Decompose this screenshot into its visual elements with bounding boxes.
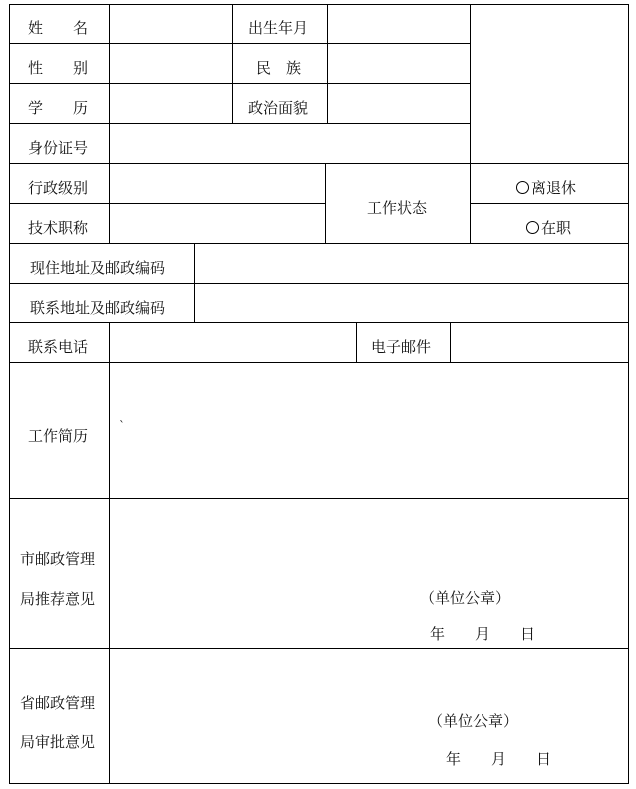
birth-label: 出生年月 xyxy=(248,19,309,37)
birth-date-field[interactable] xyxy=(328,5,470,43)
employed-option[interactable] xyxy=(526,219,571,237)
city-opinion-field[interactable] xyxy=(110,499,628,648)
admin-level-field[interactable] xyxy=(110,164,325,203)
col-divider xyxy=(325,163,326,244)
province-date-text: 年 月 日 xyxy=(446,750,552,768)
city-date-text: 年 月 日 xyxy=(430,625,536,643)
phone-label: 联系电话 xyxy=(28,338,89,356)
email-label: 电子邮件 xyxy=(371,338,432,356)
email-field[interactable] xyxy=(451,323,628,362)
current-address-field[interactable] xyxy=(195,244,628,283)
radio-circle-icon[interactable] xyxy=(526,221,539,234)
table-border-bottom xyxy=(9,783,628,784)
city-opinion-label-line2: 局推荐意见 xyxy=(20,590,96,608)
tech-title-label: 技术职称 xyxy=(28,219,89,237)
retired-option-label: 离退休 xyxy=(531,179,577,197)
province-opinion-label-line1: 省邮政管理 xyxy=(20,694,96,712)
id-number-label: 身份证号 xyxy=(28,139,89,157)
education-label: 学 历 xyxy=(28,99,89,117)
col-divider xyxy=(232,4,233,124)
province-opinion-label-line2: 局审批意见 xyxy=(20,733,96,751)
contact-address-field[interactable] xyxy=(195,284,628,322)
table-border-left xyxy=(9,4,10,784)
name-label: 姓 名 xyxy=(28,19,89,37)
ethnicity-field[interactable] xyxy=(328,44,470,83)
id-number-field[interactable] xyxy=(110,124,470,163)
ethnicity-label: 民 族 xyxy=(256,59,302,77)
education-field[interactable] xyxy=(110,84,232,123)
phone-field[interactable] xyxy=(110,323,356,362)
resume-mark: ` xyxy=(119,419,125,433)
contact-address-label: 联系地址及邮政编码 xyxy=(30,299,166,317)
resume-field[interactable] xyxy=(110,363,628,498)
radio-circle-icon[interactable] xyxy=(516,181,529,194)
work-status-label: 工作状态 xyxy=(367,199,428,217)
city-opinion-label-line1: 市邮政管理 xyxy=(20,550,96,568)
retired-option[interactable] xyxy=(516,179,576,197)
tech-title-field[interactable] xyxy=(110,204,325,243)
current-address-label: 现住地址及邮政编码 xyxy=(30,259,166,277)
row-divider xyxy=(470,203,628,204)
table-border-right xyxy=(628,4,629,784)
resume-label: 工作简历 xyxy=(28,427,89,445)
employed-option-label: 在职 xyxy=(541,219,572,237)
name-field[interactable] xyxy=(110,5,232,43)
photo-box[interactable] xyxy=(471,5,628,163)
province-seal-text: （单位公章） xyxy=(428,712,519,730)
political-status-field[interactable] xyxy=(328,84,470,123)
col-divider xyxy=(356,322,357,363)
political-status-label: 政治面貌 xyxy=(248,99,309,117)
gender-field[interactable] xyxy=(110,44,232,83)
admin-level-label: 行政级别 xyxy=(28,179,89,197)
province-opinion-field[interactable] xyxy=(110,649,628,783)
gender-label: 性 别 xyxy=(28,59,89,77)
city-seal-text: （单位公章） xyxy=(420,589,511,607)
